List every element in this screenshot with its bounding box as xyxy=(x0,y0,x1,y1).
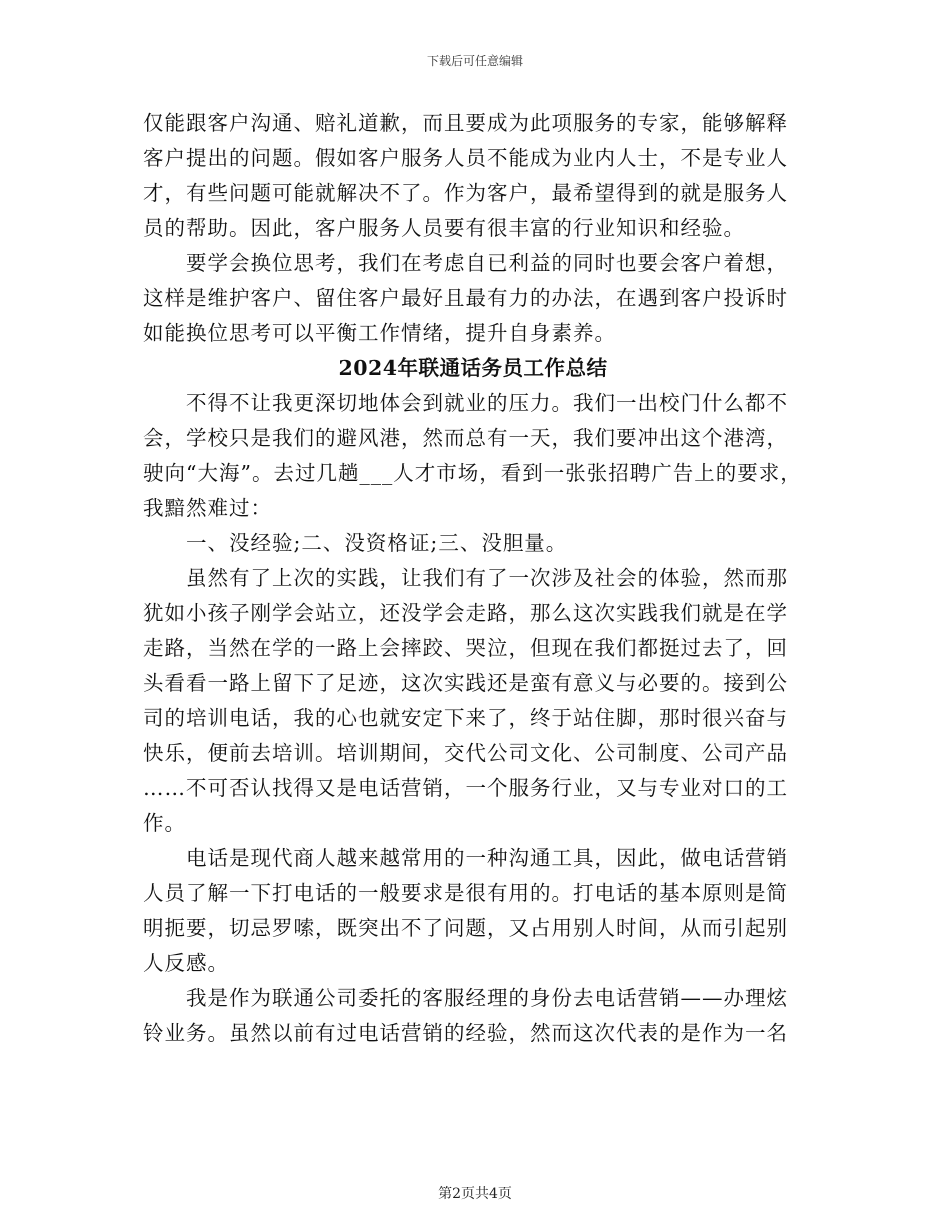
text-line: 快乐，便前去培训。培训期间，交代公司文化、公司制度、公司产品 xyxy=(143,741,788,765)
text-line: 电话是现代商人越来越常用的一种沟通工具，因此，做电话营销 xyxy=(143,846,788,870)
text-line: 走路，当然在学的一路上会摔跤、哭泣，但现在我们都挺过去了，回 xyxy=(143,636,788,660)
text-line: 一、没经验;二、没资格证;三、没胆量。 xyxy=(143,531,568,555)
text-line: 人反感。 xyxy=(143,951,229,975)
text-line: 才，有些问题可能就解决不了。作为客户，最希望得到的就是服务人 xyxy=(143,181,788,205)
text-line: 我黯然难过： xyxy=(143,496,272,520)
text-line: 虽然有了上次的实践，让我们有了一次涉及社会的体验，然而那 xyxy=(143,566,788,590)
text-line: 会，学校只是我们的避风港，然而总有一天，我们要冲出这个港湾， xyxy=(143,426,788,450)
page-header: 下载后可任意编辑 xyxy=(426,54,523,68)
text-line: 作。 xyxy=(143,811,186,835)
document-body xyxy=(143,106,803,1051)
text-line: 如能换位思考可以平衡工作情绪，提升自身素养。 xyxy=(143,321,616,345)
page-footer: 第2页共4页 xyxy=(438,1186,512,1202)
text-line: 我是作为联通公司委托的客服经理的身份去电话营销——办理炫 xyxy=(143,986,788,1010)
text-line: 这样是维护客户、留住客户最好且最有力的办法，在遇到客户投诉时 xyxy=(143,286,788,310)
text-line: 头看看一路上留下了足迹，这次实践还是蛮有意义与必要的。接到公 xyxy=(143,671,788,695)
text-line: 客户提出的问题。假如客户服务人员不能成为业内人士，不是专业人 xyxy=(143,146,788,170)
text-line: 人员了解一下打电话的一般要求是很有用的。打电话的基本原则是简 xyxy=(143,881,788,905)
text-line: 仅能跟客户沟通、赔礼道歉，而且要成为此项服务的专家，能够解释 xyxy=(143,111,788,135)
text-line: 要学会换位思考，我们在考虑自已利益的同时也要会客户着想， xyxy=(143,251,788,275)
text-line: 铃业务。虽然以前有过电话营销的经验，然而这次代表的是作为一名 xyxy=(143,1021,788,1045)
text-line: 员的帮助。因此，客户服务人员要有很丰富的行业知识和经验。 xyxy=(143,216,745,240)
text-line: 明扼要，切忌罗嗦，既突出不了问题，又占用别人时间，从而引起别 xyxy=(143,916,788,940)
text-line: 司的培训电话，我的心也就安定下来了，终于站住脚，那时很兴奋与 xyxy=(143,706,788,730)
section-title: 2024年联通话务员工作总结 xyxy=(338,356,608,380)
text-line: 不得不让我更深切地体会到就业的压力。我们一出校门什么都不 xyxy=(143,391,788,415)
text-line: ……不可否认找得又是电话营销，一个服务行业，又与专业对口的工 xyxy=(143,776,788,800)
text-line: 驶向“大海”。去过几趟___人才市场，看到一张张招聘广告上的要求， xyxy=(143,461,802,485)
text-line: 犹如小孩子刚学会站立，还没学会走路，那么这次实践我们就是在学 xyxy=(143,601,788,625)
